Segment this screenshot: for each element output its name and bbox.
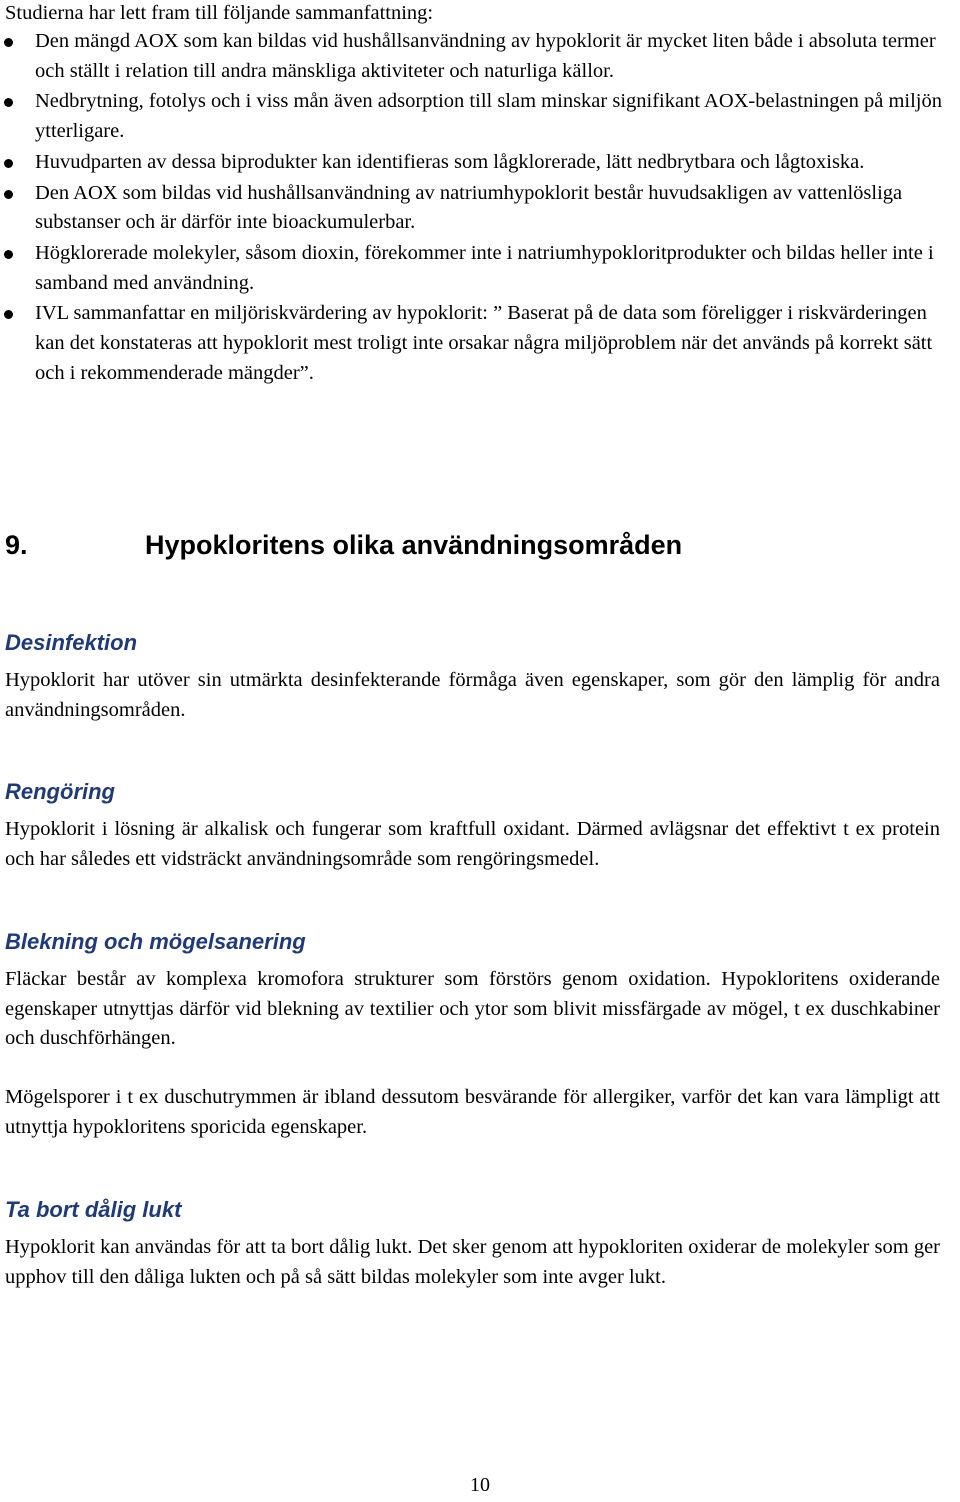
summary-bullet [0,27,950,86]
paragraph-rengoring: Hypoklorit i lösning är alkalisk och fungerar som kraftfull oxidant. Därmed avlägsnar det effektivt t ex protein och har således ett vidsträckt användningsområde som rengöringsmedel. [5,818,940,870]
summary-bullet [0,179,950,238]
page-number: 10 [470,1474,490,1496]
bullet-text: Den mängd AOX som kan bildas vid hushållsanvändning av hypoklorit är mycket liten både i absoluta termer och ställt i relation till andra mänskliga aktiviteter och naturliga källor. [35,30,936,82]
summary-bullet [0,148,950,178]
paragraph-lukt: Hypoklorit kan användas för att ta bort dålig lukt. Det sker genom att hypokloriten oxiderar de molekyler som ger upphov till den dåliga lukten och på så sätt bildas molekyler som inte avger lukt. [5,1236,940,1288]
summary-intro: Studierna har lett fram till följande sammanfattning: [5,2,434,24]
bullet-icon [4,190,13,199]
summary-bullet [0,299,950,388]
bullet-text: Nedbrytning, fotolys och i viss mån även adsorption till slam minskar signifikant AOX-belastningen på miljön ytterligare. [35,90,943,143]
summary-list [0,27,950,389]
subheading-desinfektion: Desinfektion [5,630,138,655]
bullet-icon [4,98,13,107]
bullet-text: Den AOX som bildas vid hushållsanvändning av natriumhypoklorit består huvudsakligen av vattenlösliga substanser och är därför inte bioackumulerbar. [35,181,903,234]
bullet-icon [4,250,13,259]
bullet-icon [4,310,13,319]
bullet-text: Högklorerade molekyler, såsom dioxin, förekommer inte i natriumhypokloritprodukter och bildas heller inte i samband med användning. [35,241,934,294]
subheading-blekning: Blekning och mögelsanering [5,929,306,954]
bullet-icon [4,38,13,47]
bullet-icon [4,159,13,168]
summary-bullet [0,87,950,146]
subheading-lukt: Ta bort dålig lukt [5,1197,182,1222]
bullet-text: Huvudparten av dessa biprodukter kan identifieras som lågklorerade, lätt nedbrytbara och lågtoxiska. [35,150,865,173]
subheading-rengoring: Rengöring [5,779,115,804]
section-title: Hypokloritens olika användningsområden [145,530,683,560]
bullet-text: IVL sammanfattar en miljöriskvärdering av hypoklorit: ” Baserat på de data som föreligger i riskvärderingen kan det konstateras att hypoklorit mest troligt inte orsakar några miljöproblem när det används på korrekt sätt och i rekommenderade mängder”. [35,302,933,384]
paragraph-desinfektion: Hypoklorit har utöver sin utmärkta desinfekterande förmåga även egenskaper, som gör den lämplig för andra användningsområden. [5,669,940,721]
summary-bullet [0,239,950,298]
section-heading [5,530,682,561]
paragraph-mogelsporer: Mögelsporer i t ex duschutrymmen är ibland dessutom besvärande för allergiker, varför det kan vara lämpligt att utnyttja hypokloritens sporicida egenskaper. [5,1086,940,1138]
paragraph-blekning: Fläckar består av komplexa kromofora strukturer som förstörs genom oxidation. Hypokloritens oxiderande egenskaper utnyttjas därför vid blekning av textilier och ytor som blivit missfärgade av mögel, t ex duschkabiner och duschförhängen. [5,968,940,1050]
section-number: 9. [5,530,28,560]
